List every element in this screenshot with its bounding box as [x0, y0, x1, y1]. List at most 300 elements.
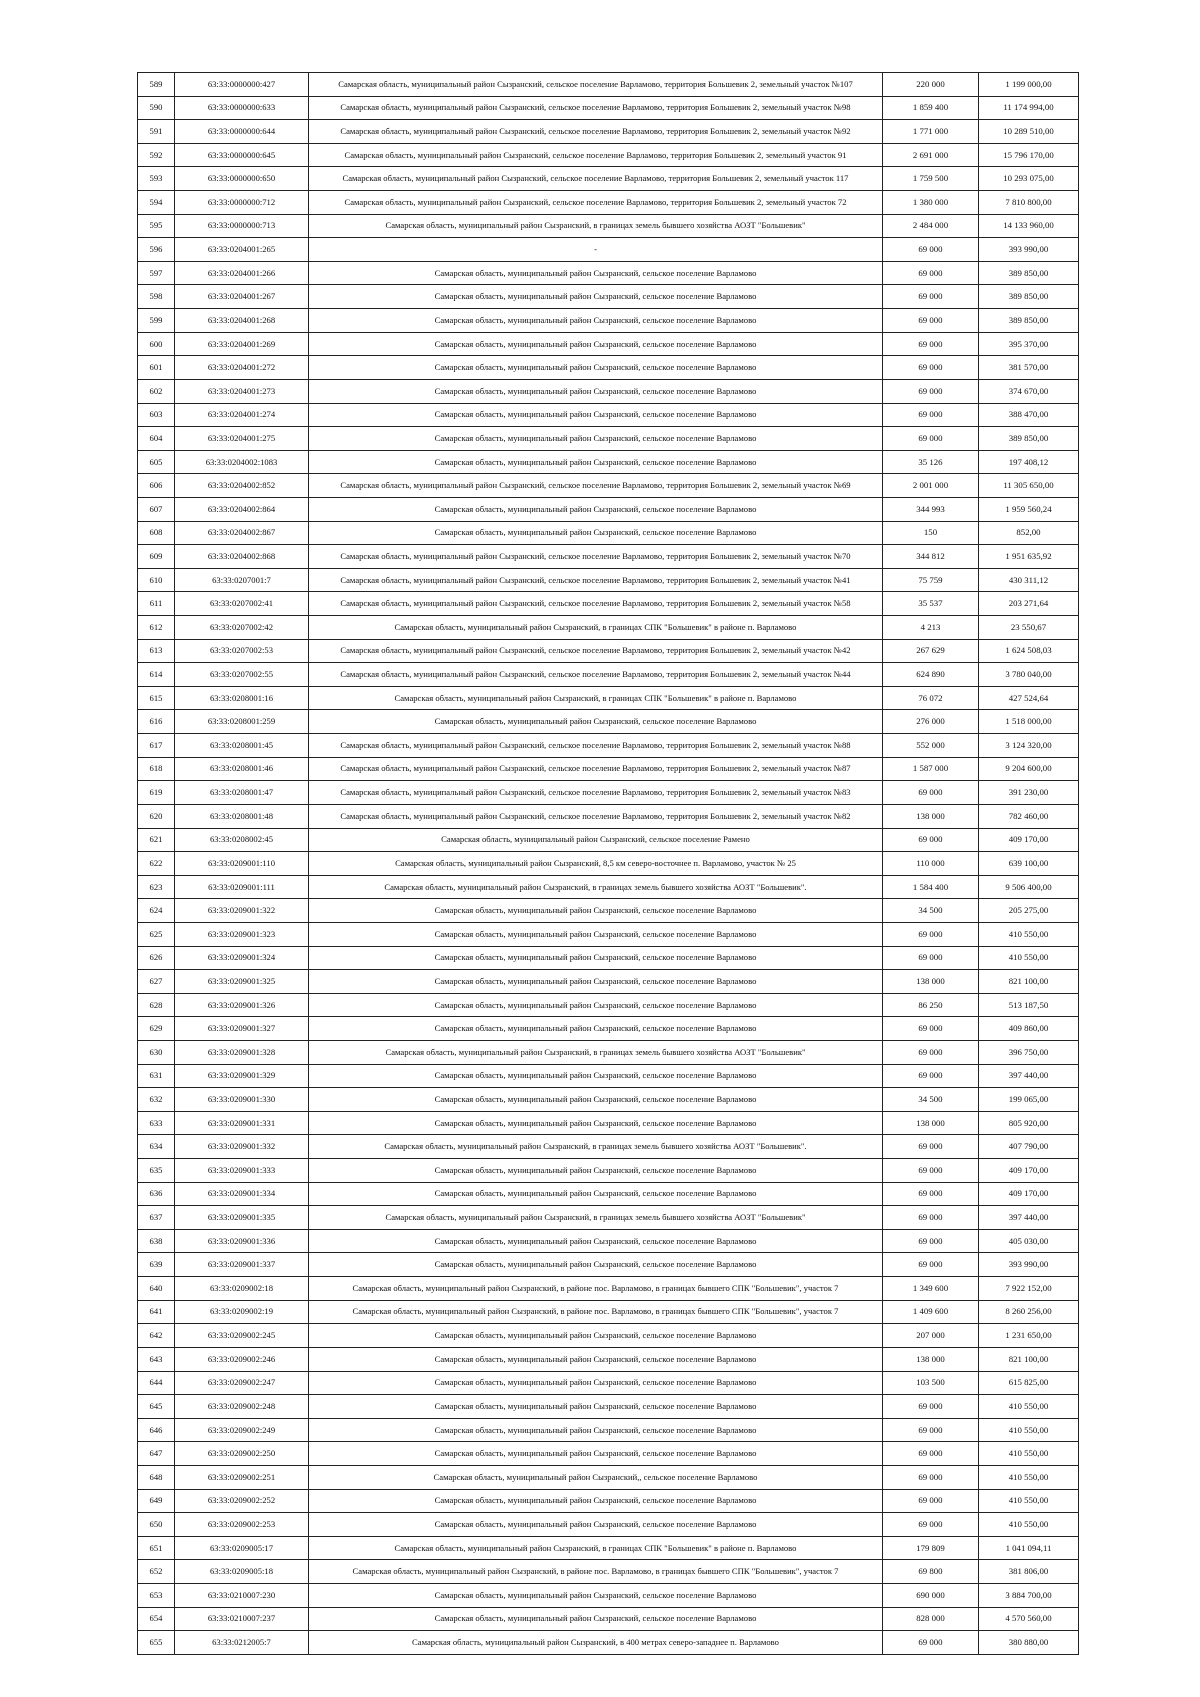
- row-number-cell: 591: [138, 120, 175, 144]
- area-cell: 69 000: [883, 261, 979, 285]
- cadastral-number-cell: 63:33:0209002:247: [175, 1371, 309, 1395]
- area-cell: 69 000: [883, 1513, 979, 1537]
- row-number-cell: 637: [138, 1206, 175, 1230]
- cadastral-number-cell: 63:33:0204002:868: [175, 545, 309, 569]
- row-number-cell: 593: [138, 167, 175, 191]
- value-cell: 10 289 510,00: [979, 120, 1079, 144]
- row-number-cell: 654: [138, 1607, 175, 1631]
- table-row: [138, 1088, 1079, 1112]
- area-cell: 2 484 000: [883, 214, 979, 238]
- value-cell: 410 550,00: [979, 946, 1079, 970]
- row-number-cell: 632: [138, 1088, 175, 1112]
- table-row: [138, 781, 1079, 805]
- cadastral-number-cell: 63:33:0209002:248: [175, 1395, 309, 1419]
- value-cell: 389 850,00: [979, 309, 1079, 333]
- table-row: [138, 875, 1079, 899]
- address-cell: Самарская область, муниципальный район Сызранский, сельское поселение Варламово, территория Большевик 2, земельный участок №69: [309, 474, 883, 498]
- area-cell: 690 000: [883, 1584, 979, 1608]
- cadastral-number-cell: 63:33:0209001:332: [175, 1135, 309, 1159]
- address-cell: Самарская область, муниципальный район Сызранский, сельское поселение Варламово: [309, 1064, 883, 1088]
- address-cell: Самарская область, муниципальный район Сызранский, сельское поселение Варламово, территория Большевик 2, земельный участок №41: [309, 568, 883, 592]
- row-number-cell: 601: [138, 356, 175, 380]
- value-cell: 410 550,00: [979, 1489, 1079, 1513]
- area-cell: 828 000: [883, 1607, 979, 1631]
- value-cell: 197 408,12: [979, 450, 1079, 474]
- row-number-cell: 617: [138, 734, 175, 758]
- table-row: [138, 1489, 1079, 1513]
- row-number-cell: 618: [138, 757, 175, 781]
- cadastral-number-cell: 63:33:0000000:713: [175, 214, 309, 238]
- address-cell: Самарская область, муниципальный район Сызранский, сельское поселение Варламово: [309, 356, 883, 380]
- cadastral-number-cell: 63:33:0209001:331: [175, 1111, 309, 1135]
- value-cell: 397 440,00: [979, 1206, 1079, 1230]
- table-row: [138, 1229, 1079, 1253]
- area-cell: 69 000: [883, 427, 979, 451]
- area-cell: 69 800: [883, 1560, 979, 1584]
- value-cell: 1 231 650,00: [979, 1324, 1079, 1348]
- value-cell: 427 524,64: [979, 686, 1079, 710]
- area-cell: 1 409 600: [883, 1300, 979, 1324]
- table-row: [138, 1206, 1079, 1230]
- value-cell: 9 506 400,00: [979, 875, 1079, 899]
- value-cell: 805 920,00: [979, 1111, 1079, 1135]
- area-cell: 69 000: [883, 1631, 979, 1655]
- area-cell: 69 000: [883, 1040, 979, 1064]
- area-cell: 1 380 000: [883, 191, 979, 215]
- table-row: [138, 261, 1079, 285]
- area-cell: 69 000: [883, 1442, 979, 1466]
- row-number-cell: 599: [138, 309, 175, 333]
- value-cell: 3 780 040,00: [979, 663, 1079, 687]
- table-row: [138, 379, 1079, 403]
- area-cell: 1 771 000: [883, 120, 979, 144]
- row-number-cell: 604: [138, 427, 175, 451]
- area-cell: 103 500: [883, 1371, 979, 1395]
- cadastral-number-cell: 63:33:0204001:274: [175, 403, 309, 427]
- table-row: [138, 1536, 1079, 1560]
- row-number-cell: 633: [138, 1111, 175, 1135]
- row-number-cell: 597: [138, 261, 175, 285]
- cadastral-number-cell: 63:33:0209001:327: [175, 1017, 309, 1041]
- row-number-cell: 640: [138, 1277, 175, 1301]
- address-cell: Самарская область, муниципальный район Сызранский, сельское поселение Варламово: [309, 1489, 883, 1513]
- cadastral-number-cell: 63:33:0204001:272: [175, 356, 309, 380]
- cadastral-number-cell: 63:33:0204001:265: [175, 238, 309, 262]
- address-cell: Самарская область, муниципальный район Сызранский, сельское поселение Варламово: [309, 403, 883, 427]
- value-cell: 821 100,00: [979, 970, 1079, 994]
- address-cell: Самарская область, муниципальный район Сызранский, сельское поселение Варламово: [309, 1017, 883, 1041]
- area-cell: 69 000: [883, 332, 979, 356]
- row-number-cell: 653: [138, 1584, 175, 1608]
- area-cell: 69 000: [883, 1395, 979, 1419]
- table-row: [138, 1324, 1079, 1348]
- value-cell: 380 880,00: [979, 1631, 1079, 1655]
- table-row: [138, 852, 1079, 876]
- area-cell: 76 072: [883, 686, 979, 710]
- value-cell: 7 922 152,00: [979, 1277, 1079, 1301]
- table-row: [138, 734, 1079, 758]
- cadastral-number-cell: 63:33:0000000:633: [175, 96, 309, 120]
- value-cell: 410 550,00: [979, 1513, 1079, 1537]
- row-number-cell: 642: [138, 1324, 175, 1348]
- cadastral-number-cell: 63:33:0208002:45: [175, 828, 309, 852]
- table-row: [138, 993, 1079, 1017]
- cadastral-number-cell: 63:33:0000000:712: [175, 191, 309, 215]
- cadastral-number-cell: 63:33:0209001:328: [175, 1040, 309, 1064]
- cadastral-number-cell: 63:33:0207002:42: [175, 616, 309, 640]
- area-cell: 35 126: [883, 450, 979, 474]
- area-cell: 69 000: [883, 379, 979, 403]
- address-cell: Самарская область, муниципальный район Сызранский, сельское поселение Варламово: [309, 1584, 883, 1608]
- value-cell: 409 860,00: [979, 1017, 1079, 1041]
- table-row: [138, 1442, 1079, 1466]
- row-number-cell: 651: [138, 1536, 175, 1560]
- address-cell: Самарская область, муниципальный район Сызранский, 8,5 км северо-восточнее п. Варламово, участок № 25: [309, 852, 883, 876]
- value-cell: 4 570 560,00: [979, 1607, 1079, 1631]
- cadastral-number-cell: 63:33:0000000:650: [175, 167, 309, 191]
- row-number-cell: 614: [138, 663, 175, 687]
- row-number-cell: 616: [138, 710, 175, 734]
- value-cell: 23 550,67: [979, 616, 1079, 640]
- address-cell: Самарская область, муниципальный район Сызранский, сельское поселение Варламово: [309, 1347, 883, 1371]
- table-row: [138, 663, 1079, 687]
- address-cell: Самарская область, муниципальный район Сызранский, сельское поселение Варламово: [309, 1418, 883, 1442]
- table-row: [138, 804, 1079, 828]
- table-row: [138, 450, 1079, 474]
- cadastral-number-cell: 63:33:0204001:268: [175, 309, 309, 333]
- table-row: [138, 757, 1079, 781]
- table-row: [138, 1182, 1079, 1206]
- table-row: [138, 191, 1079, 215]
- area-cell: 1 587 000: [883, 757, 979, 781]
- table-row: [138, 143, 1079, 167]
- area-cell: 624 890: [883, 663, 979, 687]
- table-row: [138, 1371, 1079, 1395]
- value-cell: 1 518 000,00: [979, 710, 1079, 734]
- address-cell: Самарская область, муниципальный район Сызранский, сельское поселение Варламово: [309, 1324, 883, 1348]
- table-row: [138, 592, 1079, 616]
- address-cell: Самарская область, муниципальный район Сызранский, сельское поселение Варламово, территория Большевик 2, земельный участок 72: [309, 191, 883, 215]
- value-cell: 11 305 650,00: [979, 474, 1079, 498]
- table-row: [138, 1253, 1079, 1277]
- row-number-cell: 598: [138, 285, 175, 309]
- address-cell: Самарская область, муниципальный район Сызранский, сельское поселение Варламово, территория Большевик 2, земельный участок №44: [309, 663, 883, 687]
- row-number-cell: 624: [138, 899, 175, 923]
- cadastral-number-cell: 63:33:0000000:644: [175, 120, 309, 144]
- row-number-cell: 641: [138, 1300, 175, 1324]
- table-row: [138, 309, 1079, 333]
- area-cell: 69 000: [883, 1253, 979, 1277]
- area-cell: 69 000: [883, 1017, 979, 1041]
- table-row: [138, 474, 1079, 498]
- area-cell: 276 000: [883, 710, 979, 734]
- address-cell: Самарская область, муниципальный район Сызранский, сельское поселение Варламово, территория Большевик 2, земельный участок №87: [309, 757, 883, 781]
- row-number-cell: 602: [138, 379, 175, 403]
- area-cell: 1 584 400: [883, 875, 979, 899]
- value-cell: 393 990,00: [979, 1253, 1079, 1277]
- cadastral-number-cell: 63:33:0208001:259: [175, 710, 309, 734]
- address-cell: Самарская область, муниципальный район Сызранский, сельское поселение Варламово: [309, 332, 883, 356]
- row-number-cell: 619: [138, 781, 175, 805]
- cadastral-number-cell: 63:33:0207002:41: [175, 592, 309, 616]
- table-row: [138, 96, 1079, 120]
- cadastral-number-cell: 63:33:0209001:322: [175, 899, 309, 923]
- address-cell: Самарская область, муниципальный район Сызранский, сельское поселение Варламово, территория Большевик 2, земельный участок №88: [309, 734, 883, 758]
- address-cell: Самарская область, муниципальный район Сызранский, сельское поселение Варламово: [309, 450, 883, 474]
- area-cell: 69 000: [883, 1182, 979, 1206]
- value-cell: 782 460,00: [979, 804, 1079, 828]
- row-number-cell: 655: [138, 1631, 175, 1655]
- cadastral-number-cell: 63:33:0209002:246: [175, 1347, 309, 1371]
- table-row: [138, 332, 1079, 356]
- address-cell: Самарская область, муниципальный район Сызранский, сельское поселение Варламово, территория Большевик 2, земельный участок №42: [309, 639, 883, 663]
- value-cell: 615 825,00: [979, 1371, 1079, 1395]
- row-number-cell: 610: [138, 568, 175, 592]
- table-row: [138, 1513, 1079, 1537]
- row-number-cell: 638: [138, 1229, 175, 1253]
- table-row: [138, 1277, 1079, 1301]
- land-plots-table: [137, 72, 1079, 1655]
- area-cell: 138 000: [883, 804, 979, 828]
- cadastral-number-cell: 63:33:0209002:250: [175, 1442, 309, 1466]
- cadastral-number-cell: 63:33:0204001:267: [175, 285, 309, 309]
- address-cell: Самарская область, муниципальный район Сызранский, сельское поселение Варламово: [309, 710, 883, 734]
- row-number-cell: 630: [138, 1040, 175, 1064]
- address-cell: Самарская область, муниципальный район Сызранский, сельское поселение Варламово: [309, 1253, 883, 1277]
- table-row: [138, 1418, 1079, 1442]
- area-cell: 86 250: [883, 993, 979, 1017]
- value-cell: 410 550,00: [979, 1442, 1079, 1466]
- table-row: [138, 356, 1079, 380]
- area-cell: 138 000: [883, 970, 979, 994]
- cadastral-number-cell: 63:33:0209002:18: [175, 1277, 309, 1301]
- area-cell: 110 000: [883, 852, 979, 876]
- value-cell: 409 170,00: [979, 828, 1079, 852]
- cadastral-number-cell: 63:33:0209001:337: [175, 1253, 309, 1277]
- table-row: [138, 285, 1079, 309]
- address-cell: Самарская область, муниципальный район Сызранский, сельское поселение Варламово: [309, 1395, 883, 1419]
- row-number-cell: 606: [138, 474, 175, 498]
- cadastral-number-cell: 63:33:0209001:329: [175, 1064, 309, 1088]
- address-cell: Самарская область, муниципальный район Сызранский, сельское поселение Варламово: [309, 1111, 883, 1135]
- cadastral-number-cell: 63:33:0209001:335: [175, 1206, 309, 1230]
- row-number-cell: 625: [138, 922, 175, 946]
- address-cell: Самарская область, муниципальный район Сызранский, сельское поселение Варламово: [309, 922, 883, 946]
- area-cell: 69 000: [883, 1229, 979, 1253]
- cadastral-number-cell: 63:33:0204001:273: [175, 379, 309, 403]
- cadastral-number-cell: 63:33:0209002:252: [175, 1489, 309, 1513]
- address-cell: Самарская область, муниципальный район Сызранский, сельское поселение Варламово, территория Большевик 2, земельный участок №70: [309, 545, 883, 569]
- area-cell: 69 000: [883, 1418, 979, 1442]
- cadastral-number-cell: 63:33:0208001:16: [175, 686, 309, 710]
- row-number-cell: 596: [138, 238, 175, 262]
- cadastral-number-cell: 63:33:0209002:19: [175, 1300, 309, 1324]
- area-cell: 34 500: [883, 1088, 979, 1112]
- value-cell: 14 133 960,00: [979, 214, 1079, 238]
- cadastral-number-cell: 63:33:0209001:330: [175, 1088, 309, 1112]
- row-number-cell: 648: [138, 1465, 175, 1489]
- value-cell: 410 550,00: [979, 1418, 1079, 1442]
- row-number-cell: 649: [138, 1489, 175, 1513]
- value-cell: 410 550,00: [979, 1395, 1079, 1419]
- table-row: [138, 497, 1079, 521]
- area-cell: 1 859 400: [883, 96, 979, 120]
- value-cell: 1 959 560,24: [979, 497, 1079, 521]
- cadastral-number-cell: 63:33:0209002:245: [175, 1324, 309, 1348]
- cadastral-number-cell: 63:33:0000000:645: [175, 143, 309, 167]
- table-row: [138, 1584, 1079, 1608]
- address-cell: Самарская область, муниципальный район Сызранский, сельское поселение Варламово: [309, 1371, 883, 1395]
- address-cell: Самарская область, муниципальный район Сызранский, в границах земель бывшего хозяйства АОЗТ "Большевик": [309, 214, 883, 238]
- value-cell: 409 170,00: [979, 1182, 1079, 1206]
- value-cell: 389 850,00: [979, 261, 1079, 285]
- row-number-cell: 589: [138, 73, 175, 97]
- value-cell: 15 796 170,00: [979, 143, 1079, 167]
- value-cell: 410 550,00: [979, 922, 1079, 946]
- address-cell: Самарская область, муниципальный район Сызранский, в границах земель бывшего хозяйства АОЗТ "Большевик": [309, 1206, 883, 1230]
- table-row: [138, 686, 1079, 710]
- area-cell: 34 500: [883, 899, 979, 923]
- table-row: [138, 1465, 1079, 1489]
- row-number-cell: 634: [138, 1135, 175, 1159]
- address-cell: Самарская область, муниципальный район Сызранский, сельское поселение Варламово, территория Большевик 2, земельный участок №92: [309, 120, 883, 144]
- value-cell: 852,00: [979, 521, 1079, 545]
- address-cell: Самарская область, муниципальный район Сызранский, сельское поселение Варламово, территория Большевик 2, земельный участок 91: [309, 143, 883, 167]
- cadastral-number-cell: 63:33:0209002:253: [175, 1513, 309, 1537]
- table-row: [138, 73, 1079, 97]
- row-number-cell: 636: [138, 1182, 175, 1206]
- table-row: [138, 403, 1079, 427]
- row-number-cell: 629: [138, 1017, 175, 1041]
- table-row: [138, 1607, 1079, 1631]
- area-cell: 220 000: [883, 73, 979, 97]
- table-row: [138, 922, 1079, 946]
- table-row: [138, 639, 1079, 663]
- value-cell: 1 624 508,03: [979, 639, 1079, 663]
- area-cell: 69 000: [883, 309, 979, 333]
- address-cell: Самарская область, муниципальный район Сызранский, в границах земель бывшего хозяйства АОЗТ "Большевик".: [309, 875, 883, 899]
- address-cell: Самарская область, муниципальный район Сызранский, сельское поселение Варламово, территория Большевик 2, земельный участок №58: [309, 592, 883, 616]
- row-number-cell: 644: [138, 1371, 175, 1395]
- table-row: [138, 214, 1079, 238]
- cadastral-number-cell: 63:33:0209001:336: [175, 1229, 309, 1253]
- address-cell: Самарская область, муниципальный район Сызранский, сельское поселение Варламово: [309, 993, 883, 1017]
- value-cell: 374 670,00: [979, 379, 1079, 403]
- value-cell: 10 293 075,00: [979, 167, 1079, 191]
- row-number-cell: 615: [138, 686, 175, 710]
- address-cell: Самарская область, муниципальный район Сызранский,, сельское поселение Варламово: [309, 1465, 883, 1489]
- cadastral-number-cell: 63:33:0204001:275: [175, 427, 309, 451]
- cadastral-number-cell: 63:33:0209001:323: [175, 922, 309, 946]
- address-cell: -: [309, 238, 883, 262]
- address-cell: Самарская область, муниципальный район Сызранский, сельское поселение Варламово, территория Большевик 2, земельный участок №82: [309, 804, 883, 828]
- area-cell: 69 000: [883, 828, 979, 852]
- row-number-cell: 622: [138, 852, 175, 876]
- area-cell: 69 000: [883, 1206, 979, 1230]
- address-cell: Самарская область, муниципальный район Сызранский, в районе пос. Варламово, в границах бывшего СПК "Большевик", участок 7: [309, 1560, 883, 1584]
- value-cell: 395 370,00: [979, 332, 1079, 356]
- table-row: [138, 1631, 1079, 1655]
- cadastral-number-cell: 63:33:0210007:230: [175, 1584, 309, 1608]
- value-cell: 430 311,12: [979, 568, 1079, 592]
- address-cell: Самарская область, муниципальный район Сызранский, сельское поселение Варламово: [309, 309, 883, 333]
- table-row: [138, 1135, 1079, 1159]
- area-cell: 69 000: [883, 1489, 979, 1513]
- area-cell: 69 000: [883, 238, 979, 262]
- value-cell: 409 170,00: [979, 1159, 1079, 1183]
- cadastral-number-cell: 63:33:0204002:867: [175, 521, 309, 545]
- table-row: [138, 1040, 1079, 1064]
- cadastral-number-cell: 63:33:0204002:852: [175, 474, 309, 498]
- table-row: [138, 1347, 1079, 1371]
- address-cell: Самарская область, муниципальный район Сызранский, в границах земель бывшего хозяйства АОЗТ "Большевик".: [309, 1135, 883, 1159]
- area-cell: 344 812: [883, 545, 979, 569]
- value-cell: 1 199 000,00: [979, 73, 1079, 97]
- area-cell: 207 000: [883, 1324, 979, 1348]
- value-cell: 396 750,00: [979, 1040, 1079, 1064]
- value-cell: 513 187,50: [979, 993, 1079, 1017]
- table-row: [138, 238, 1079, 262]
- row-number-cell: 650: [138, 1513, 175, 1537]
- row-number-cell: 611: [138, 592, 175, 616]
- row-number-cell: 609: [138, 545, 175, 569]
- area-cell: 2 001 000: [883, 474, 979, 498]
- table-row: [138, 710, 1079, 734]
- table-row: [138, 1017, 1079, 1041]
- cadastral-number-cell: 63:33:0207002:53: [175, 639, 309, 663]
- table-row: [138, 899, 1079, 923]
- cadastral-number-cell: 63:33:0208001:46: [175, 757, 309, 781]
- table-row: [138, 616, 1079, 640]
- address-cell: Самарская область, муниципальный район Сызранский, сельское поселение Варламово: [309, 1229, 883, 1253]
- cadastral-number-cell: 63:33:0204002:864: [175, 497, 309, 521]
- row-number-cell: 631: [138, 1064, 175, 1088]
- area-cell: 69 000: [883, 285, 979, 309]
- value-cell: 393 990,00: [979, 238, 1079, 262]
- value-cell: 381 806,00: [979, 1560, 1079, 1584]
- row-number-cell: 613: [138, 639, 175, 663]
- cadastral-number-cell: 63:33:0212005:7: [175, 1631, 309, 1655]
- cadastral-number-cell: 63:33:0209001:111: [175, 875, 309, 899]
- table-row: [138, 1395, 1079, 1419]
- row-number-cell: 623: [138, 875, 175, 899]
- table-row: [138, 120, 1079, 144]
- value-cell: 1 041 094,11: [979, 1536, 1079, 1560]
- area-cell: 138 000: [883, 1347, 979, 1371]
- row-number-cell: 592: [138, 143, 175, 167]
- land-plots-table-body: [138, 73, 1079, 1655]
- address-cell: Самарская область, муниципальный район Сызранский, сельское поселение Варламово, территория Большевик 2, земельный участок №98: [309, 96, 883, 120]
- address-cell: Самарская область, муниципальный район Сызранский, в границах земель бывшего хозяйства АОЗТ "Большевик": [309, 1040, 883, 1064]
- address-cell: Самарская область, муниципальный район Сызранский, сельское поселение Варламово: [309, 521, 883, 545]
- address-cell: Самарская область, муниципальный район Сызранский, сельское поселение Варламово: [309, 1513, 883, 1537]
- address-cell: Самарская область, муниципальный район Сызранский, сельское поселение Варламово, территория Большевик 2, земельный участок 117: [309, 167, 883, 191]
- value-cell: 1 951 635,92: [979, 545, 1079, 569]
- table-row: [138, 946, 1079, 970]
- address-cell: Самарская область, муниципальный район Сызранский, сельское поселение Варламово: [309, 899, 883, 923]
- address-cell: Самарская область, муниципальный район Сызранский, сельское поселение Варламово: [309, 497, 883, 521]
- table-row: [138, 1300, 1079, 1324]
- address-cell: Самарская область, муниципальный район Сызранский, сельское поселение Варламово: [309, 285, 883, 309]
- cadastral-number-cell: 63:33:0209001:334: [175, 1182, 309, 1206]
- value-cell: 389 850,00: [979, 285, 1079, 309]
- area-cell: 69 000: [883, 356, 979, 380]
- area-cell: 2 691 000: [883, 143, 979, 167]
- value-cell: 639 100,00: [979, 852, 1079, 876]
- address-cell: Самарская область, муниципальный район Сызранский, в границах СПК "Большевик" в районе п. Варламово: [309, 1536, 883, 1560]
- value-cell: 199 065,00: [979, 1088, 1079, 1112]
- area-cell: 150: [883, 521, 979, 545]
